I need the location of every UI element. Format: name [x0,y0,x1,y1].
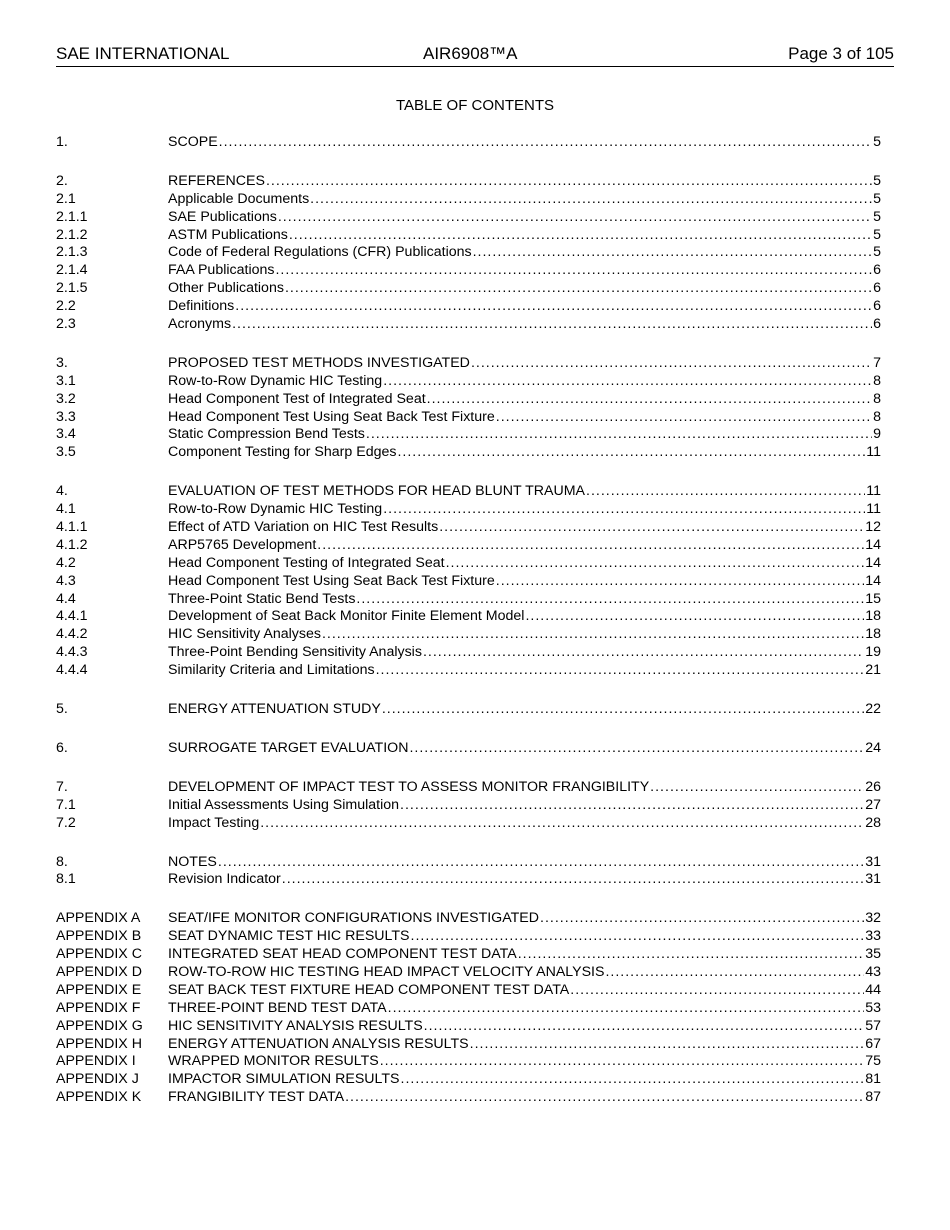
dot-leader [382,701,864,719]
toc-entry-body [168,555,881,573]
toc-entry-number: 3.4 [56,426,76,443]
toc-entry-page: 67 [865,1035,881,1052]
toc-entry[interactable] [56,608,881,626]
toc-entry[interactable] [56,280,881,298]
toc-entry-title: Similarity Criteria and Limitations [168,662,375,679]
toc-entry-page: 8 [873,372,881,389]
toc-entry-body [168,483,881,501]
toc-entry-number: 7. [56,778,68,795]
toc-entry-number: 2.1.4 [56,262,88,279]
toc-entry[interactable] [56,964,881,982]
toc-entry-number: 8.1 [56,871,76,888]
dot-leader [260,815,864,833]
toc-entry-number: APPENDIX A [56,910,141,927]
toc-entry-title: Code of Federal Regulations (CFR) Publications [168,244,472,261]
toc-entry-body [168,1071,881,1089]
header-page-label: Page 3 of 105 [788,44,894,63]
toc-entry-title: INTEGRATED SEAT HEAD COMPONENT TEST DATA [168,946,517,963]
dot-leader [427,391,872,409]
toc-entry-number: APPENDIX D [56,963,142,980]
toc-entry[interactable] [56,591,881,609]
dot-leader [383,501,865,519]
dot-leader [322,626,864,644]
toc-entry[interactable] [56,1000,881,1018]
toc-entry[interactable] [56,701,881,719]
toc-entry-page: 5 [873,134,881,150]
toc-entry-number: 4.4.4 [56,662,88,679]
toc-entry-number: 4.4.3 [56,644,88,661]
table-of-contents [56,134,881,1128]
toc-entry[interactable] [56,1089,881,1107]
toc-entry-number: 1. [56,134,68,150]
dot-leader [289,227,872,245]
toc-entry-title: Three-Point Static Bend Tests [168,590,356,607]
toc-entry[interactable] [56,555,881,573]
dot-leader [496,573,864,591]
toc-entry-number: 8. [56,853,68,870]
toc-entry-title: Row-to-Row Dynamic HIC Testing [168,501,383,518]
toc-entry[interactable] [56,227,881,245]
toc-entry-number: 3.5 [56,444,76,461]
toc-entry-body [168,1036,881,1054]
toc-entry[interactable] [56,910,881,928]
toc-entry[interactable] [56,444,881,462]
toc-entry-body [168,519,881,537]
toc-entry-page: 6 [873,280,881,297]
toc-entry-number: APPENDIX C [56,946,142,963]
toc-entry[interactable] [56,797,881,815]
toc-entry-page: 15 [865,590,881,607]
toc-entry-title: Acronyms [168,316,232,333]
toc-entry-page: 6 [873,316,881,333]
toc-entry-title: REFERENCES [168,172,265,189]
toc-entry-body [168,298,881,316]
toc-entry-page: 75 [865,1053,881,1070]
toc-entry[interactable] [56,244,881,262]
toc-entry-number: 7.2 [56,814,76,831]
toc-entry[interactable] [56,519,881,537]
toc-entry-page: 24 [865,739,881,756]
toc-group [56,173,881,334]
toc-entry[interactable] [56,1053,881,1071]
dot-leader [401,1071,865,1089]
toc-entry-body [168,928,881,946]
toc-entry[interactable] [56,191,881,209]
toc-entry-body [168,244,881,262]
toc-entry-number: APPENDIX J [56,1071,139,1088]
toc-entry[interactable] [56,779,881,797]
toc-entry-page: 14 [865,572,881,589]
toc-entry-body [168,501,881,519]
dot-leader [397,444,865,462]
header-organization: SAE INTERNATIONAL [56,44,230,63]
toc-entry-body [168,173,881,191]
dot-leader [473,244,873,262]
toc-entry-body [168,626,881,644]
toc-entry-body [168,355,881,373]
dot-leader [388,1000,865,1018]
toc-entry-number: APPENDIX F [56,999,141,1016]
toc-entry-page: 57 [865,1017,881,1034]
toc-entry[interactable] [56,928,881,946]
toc-entry-page: 22 [865,701,881,718]
toc-entry-body [168,1053,881,1071]
toc-entry-body [168,797,881,815]
toc-entry-body [168,537,881,555]
toc-entry-number: 4.4.2 [56,626,88,643]
toc-entry[interactable] [56,815,881,833]
toc-entry-number: APPENDIX B [56,928,142,945]
dot-leader [310,191,872,209]
toc-entry-title: Head Component Test of Integrated Seat [168,390,426,407]
toc-entry-page: 18 [865,608,881,625]
toc-entry-title: Static Compression Bend Tests [168,426,365,443]
toc-entry-body [168,426,881,444]
toc-entry-body [168,262,881,280]
toc-entry-title: WRAPPED MONITOR RESULTS [168,1053,379,1070]
toc-entry[interactable] [56,173,881,191]
toc-entry[interactable] [56,391,881,409]
dot-leader [383,373,872,391]
toc-entry[interactable] [56,1018,881,1036]
toc-entry-page: 11 [866,501,881,518]
toc-entry-page: 5 [873,244,881,261]
toc-entry-title: PROPOSED TEST METHODS INVESTIGATED [168,354,470,371]
toc-entry-page: 7 [873,354,881,371]
toc-entry-body [168,854,881,872]
toc-entry[interactable] [56,854,881,872]
dot-leader [605,964,864,982]
dot-leader [518,946,865,964]
dot-leader [366,426,872,444]
dot-leader [266,173,872,191]
toc-entry-page: 87 [865,1089,881,1106]
toc-entry-number: APPENDIX I [56,1053,136,1070]
toc-entry-title: FRANGIBILITY TEST DATA [168,1089,345,1106]
dot-leader [376,662,865,680]
dot-leader [586,483,865,501]
toc-group [56,483,881,680]
toc-entry-title: SCOPE [168,134,218,150]
toc-entry-page: 28 [865,814,881,831]
toc-entry-body [168,815,881,833]
toc-entry-number: 4. [56,483,68,500]
toc-entry-number: 2.3 [56,316,76,333]
toc-entry-number: 2.1 [56,190,76,207]
toc-entry-number: 4.1 [56,501,76,518]
dot-leader [570,982,864,1000]
toc-entry-title: Effect of ATD Variation on HIC Test Results [168,519,439,536]
toc-entry-title: FAA Publications [168,262,275,279]
toc-entry-body [168,191,881,209]
toc-entry-body [168,1000,881,1018]
toc-entry-page: 19 [865,644,881,661]
toc-entry-page: 18 [865,626,881,643]
toc-entry-body [168,573,881,591]
toc-entry[interactable] [56,1071,881,1089]
toc-entry-body [168,209,881,227]
toc-group [56,910,881,1107]
toc-entry-title: SEAT/IFE MONITOR CONFIGURATIONS INVESTIGATED [168,910,539,927]
toc-entry-page: 6 [873,298,881,315]
toc-entry-title: Revision Indicator [168,871,281,888]
toc-entry-number: 2.2 [56,298,76,315]
toc-entry-body [168,134,881,152]
toc-entry-number: 4.4 [56,590,76,607]
toc-entry-page: 5 [873,190,881,207]
dot-leader [400,797,864,815]
toc-entry-number: 2.1.3 [56,244,88,261]
toc-group [56,134,881,152]
toc-entry-body [168,1018,881,1036]
toc-entry-page: 11 [866,483,881,500]
toc-entry-title: Head Component Testing of Integrated Seat [168,554,445,571]
toc-entry-page: 8 [873,408,881,425]
toc-entry-body [168,316,881,334]
dot-leader [317,537,864,555]
toc-entry-number: APPENDIX K [56,1089,142,1106]
toc-entry[interactable] [56,537,881,555]
toc-entry-title: ASTM Publications [168,226,288,243]
toc-entry-title: Head Component Test Using Seat Back Test Fixture [168,408,495,425]
toc-entry-title: NOTES [168,853,217,870]
toc-entry-page: 44 [865,981,881,998]
toc-entry-title: SURROGATE TARGET EVALUATION [168,739,409,756]
toc-entry[interactable] [56,644,881,662]
dot-leader [356,591,864,609]
toc-entry-title: Development of Seat Back Monitor Finite Element Model [168,608,525,625]
toc-entry-title: SEAT BACK TEST FIXTURE HEAD COMPONENT TEST DATA [168,981,570,998]
dot-leader [409,740,864,758]
toc-entry-page: 26 [865,778,881,795]
dot-leader [282,871,864,889]
toc-entry-number: 3.1 [56,372,76,389]
toc-entry[interactable] [56,626,881,644]
toc-entry-page: 14 [865,536,881,553]
toc-entry-body [168,608,881,626]
toc-entry-page: 33 [865,928,881,945]
toc-entry-page: 12 [865,519,881,536]
toc-entry-body [168,227,881,245]
dot-leader [411,928,865,946]
toc-entry-number: 2. [56,172,68,189]
page-header [56,44,894,67]
toc-entry-title: SAE Publications [168,208,277,225]
toc-entry-title: Applicable Documents [168,190,310,207]
toc-entry-body [168,982,881,1000]
toc-entry[interactable] [56,871,881,889]
dot-leader [470,1036,865,1054]
toc-entry-body [168,701,881,719]
toc-entry-title: Head Component Test Using Seat Back Test Fixture [168,572,495,589]
toc-entry[interactable] [56,209,881,227]
toc-entry-body [168,280,881,298]
dot-leader [218,854,864,872]
toc-entry-title: DEVELOPMENT OF IMPACT TEST TO ASSESS MONITOR FRANGIBILITY [168,778,650,795]
toc-entry-number: 7.1 [56,796,76,813]
toc-entry[interactable] [56,1036,881,1054]
toc-entry-page: 35 [865,946,881,963]
toc-entry[interactable] [56,409,881,427]
toc-entry-title: Impact Testing [168,814,260,831]
toc-entry-title: ARP5765 Development [168,536,317,553]
toc-entry-page: 43 [865,963,881,980]
toc-entry[interactable] [56,426,881,444]
toc-entry-body [168,910,881,928]
toc-entry-body [168,946,881,964]
toc-heading: TABLE OF CONTENTS [395,97,555,114]
toc-entry-number: 4.4.1 [56,608,88,625]
toc-entry-page: 32 [865,910,881,927]
toc-entry-page: 53 [865,999,881,1016]
dot-leader [540,910,864,928]
toc-entry[interactable] [56,662,881,680]
toc-entry-title: Three-Point Bending Sensitivity Analysis [168,644,422,661]
toc-entry[interactable] [56,483,881,501]
toc-entry[interactable] [56,740,881,758]
toc-entry-body [168,591,881,609]
toc-entry[interactable] [56,373,881,391]
toc-entry-title: ENERGY ATTENUATION STUDY [168,701,381,718]
toc-entry-number: 6. [56,739,68,756]
toc-entry-body [168,373,881,391]
toc-entry-number: 4.1.1 [56,519,88,536]
toc-entry-number: 2.1.5 [56,280,88,297]
toc-entry-page: 11 [866,444,881,461]
dot-leader [525,608,864,626]
toc-entry-body [168,871,881,889]
toc-entry-title: HIC SENSITIVITY ANALYSIS RESULTS [168,1017,423,1034]
toc-entry-page: 31 [865,871,881,888]
toc-entry-number: 3.2 [56,390,76,407]
toc-entry-page: 5 [873,172,881,189]
toc-entry[interactable] [56,298,881,316]
toc-entry-number: 3. [56,354,68,371]
toc-entry-title: ROW-TO-ROW HIC TESTING HEAD IMPACT VELOCITY ANALYSIS [168,963,605,980]
toc-entry-page: 27 [865,796,881,813]
toc-entry-title: Row-to-Row Dynamic HIC Testing [168,372,383,389]
toc-entry-title: ENERGY ATTENUATION ANALYSIS RESULTS [168,1035,469,1052]
toc-entry-number: 5. [56,701,68,718]
toc-entry[interactable] [56,134,881,152]
toc-entry-number: APPENDIX E [56,981,142,998]
toc-entry-title: IMPACTOR SIMULATION RESULTS [168,1071,400,1088]
dot-leader [424,1018,865,1036]
toc-entry-body [168,779,881,797]
toc-entry-page: 9 [873,426,881,443]
toc-group [56,779,881,833]
header-document-id: AIR6908™A [423,44,518,63]
toc-entry-body [168,1089,881,1107]
dot-leader [650,779,864,797]
toc-entry[interactable] [56,946,881,964]
dot-leader [235,298,872,316]
toc-entry-number: 2.1.2 [56,226,88,243]
toc-entry[interactable] [56,355,881,373]
toc-entry-page: 14 [865,554,881,571]
toc-entry-page: 8 [873,390,881,407]
toc-entry-number: APPENDIX G [56,1017,143,1034]
toc-entry-body [168,391,881,409]
toc-entry[interactable] [56,573,881,591]
dot-leader [285,280,872,298]
toc-entry-number: APPENDIX H [56,1035,142,1052]
toc-group [56,355,881,462]
toc-entry-body [168,409,881,427]
dot-leader [275,262,872,280]
dot-leader [232,316,872,334]
dot-leader [423,644,864,662]
toc-entry-number: 4.2 [56,554,76,571]
toc-entry-page: 21 [865,662,881,679]
toc-entry-page: 5 [873,208,881,225]
dot-leader [219,134,872,152]
toc-entry-number: 3.3 [56,408,76,425]
toc-entry-title: EVALUATION OF TEST METHODS FOR HEAD BLUNT TRAUMA [168,483,586,500]
toc-group [56,701,881,719]
toc-entry-title: HIC Sensitivity Analyses [168,626,321,643]
toc-entry-title: SEAT DYNAMIC TEST HIC RESULTS [168,928,410,945]
toc-entry-body [168,662,881,680]
dot-leader [439,519,864,537]
toc-group [56,854,881,890]
toc-entry[interactable] [56,316,881,334]
toc-entry-title: Definitions [168,298,235,315]
toc-entry-body [168,964,881,982]
toc-entry-body [168,740,881,758]
dot-leader [380,1053,864,1071]
dot-leader [446,555,865,573]
toc-entry-number: 4.3 [56,572,76,589]
toc-entry[interactable] [56,262,881,280]
toc-entry-page: 31 [865,853,881,870]
dot-leader [278,209,872,227]
toc-entry-title: Initial Assessments Using Simulation [168,796,400,813]
toc-entry-body [168,644,881,662]
toc-entry-number: 2.1.1 [56,208,88,225]
toc-entry[interactable] [56,501,881,519]
toc-entry-page: 5 [873,226,881,243]
toc-entry-title: THREE-POINT BEND TEST DATA [168,999,387,1016]
toc-entry-page: 6 [873,262,881,279]
toc-entry-title: Other Publications [168,280,284,297]
toc-entry-body [168,444,881,462]
toc-entry-page: 81 [865,1071,881,1088]
toc-entry-number: 4.1.2 [56,536,88,553]
dot-leader [471,355,872,373]
dot-leader [345,1089,864,1107]
toc-entry-title: Component Testing for Sharp Edges [168,444,397,461]
toc-entry[interactable] [56,982,881,1000]
toc-group [56,740,881,758]
dot-leader [496,409,872,427]
